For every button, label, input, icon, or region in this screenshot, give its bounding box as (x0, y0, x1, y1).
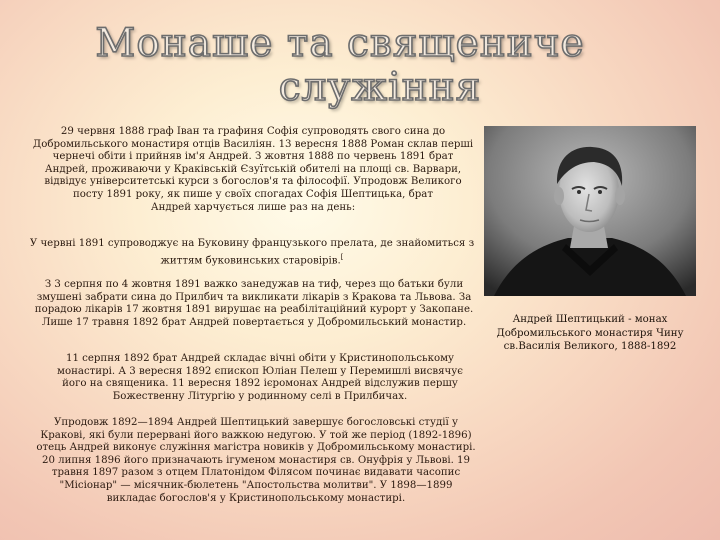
slide-title (40, 22, 640, 110)
slide-title-line-2: служіння (278, 65, 482, 110)
paragraph-2 (24, 238, 480, 268)
portrait-photo (484, 126, 696, 296)
paragraph-5-text: Упродовж 1892—1894 Андрей Шептицький завершує богословські студії у Кракові, які були перервані його важкою недугою. У той же період (1892-1896) отець Андрей виконує служіння магістра новиків у Добромильському монастирі. 20 липня 1896 його призначають ігуменом монастиря св. Онуфрія у Львові. 19 травня 1897 разом з отцем Платонідом Філясом починає видавати часопис "Місіонар" — місячник-бюлетень "Апостольства молитви". У 1898—1899 викладає богослов'я у Кристинопольському монастирі. (36, 417, 476, 504)
paragraph-4 (50, 353, 470, 403)
paragraph-4-text: 11 серпня 1892 брат Андрей складає вічні обіти у Кристинопольському монастирі. А 3 вересня 1892 єпископ Юліан Пелеш у Перемишлі висвячує його на священика. 11 вересня 1892 ієромонах Андрей відслужив першу Божественну Літургію у родинному селі в Прилбичах. (57, 353, 463, 402)
paragraph-2-text: У червні 1891 супроводжує на Буковину французького прелата, де знайомиться з життям буковинських старовірів. (29, 238, 475, 266)
photo-caption: Андрей Шептицький - монах Добромильського монастиря Чину св.Василія Великого, 1888-1892 (496, 314, 684, 352)
footnote-marker[interactable]: [ (340, 252, 344, 261)
portrait-image (484, 126, 696, 296)
paragraph-1-text-end: Андрей харчується лише раз на день: (150, 201, 356, 213)
paragraph-5 (36, 417, 476, 505)
paragraph-1 (30, 126, 476, 214)
paragraph-3-text: З 3 серпня по 4 жовтня 1891 важко занедужав на тиф, через що батьки були змушені забрати сина до Прилбич та викликати лікарів з Кракова та Львова. За порадою лікарів 17 жовтня 1891 вирушає на реабілітаційний курорт у Закопане. Лише 17 травня 1892 брат Андрей повертається у Добромильський монастир. (34, 279, 474, 328)
paragraph-3 (34, 279, 474, 329)
paragraph-1-text: 29 червня 1888 граф Іван та графиня Софія супроводять свого сина до Добромильського монастиря отців Василіян. 13 вересня 1888 Роман склав перші чернечі обіти і прийняв ім'я Андрей. З жовтня 1888 по червень 1891 брат Андрей, проживаючи у Краківській Єзуїтській обителі на площі св. Варвари, відвідує університетські курси з богослов'я та філософії. Упродовж Великого посту 1891 року, як пише у своїх спогадах Софія Шептицька, брат (32, 126, 474, 200)
slide-title-line-1: Монаше та священиче (95, 21, 585, 66)
